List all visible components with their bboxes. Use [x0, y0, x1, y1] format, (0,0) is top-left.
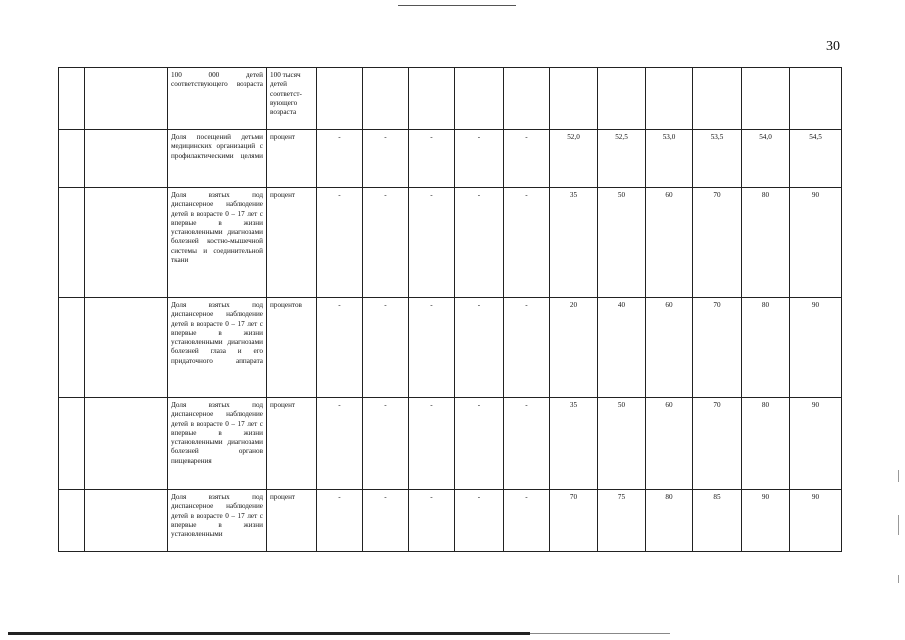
value-cell — [693, 68, 742, 130]
value-cell: - — [455, 130, 504, 188]
value-cell: 90 — [790, 298, 842, 398]
value-cell — [790, 68, 842, 130]
value-cell: 80 — [742, 298, 790, 398]
value-cell: - — [504, 130, 550, 188]
table-row — [59, 188, 842, 298]
value-cell: - — [363, 398, 409, 490]
value-cell — [504, 68, 550, 130]
scan-edge-mark — [898, 470, 899, 482]
value-cell: 50 — [598, 398, 646, 490]
empty-cell — [85, 398, 168, 490]
value-cell: 80 — [646, 490, 693, 552]
table-row — [59, 490, 842, 552]
value-cell: 75 — [598, 490, 646, 552]
indicator-cell: Доля взятых под диспансерное наблюдение детей в возрасте 0 – 17 лет с впервые в жизни установленными — [168, 490, 267, 552]
value-cell: 53,5 — [693, 130, 742, 188]
table-body — [59, 68, 842, 552]
value-cell: - — [455, 188, 504, 298]
value-cell: 90 — [742, 490, 790, 552]
indicator-cell: Доля взятых под диспансерное наблюдение детей в возрасте 0 – 17 лет с впервые в жизни установленными диагнозами болезней костно-мышечной системы и соединительной ткани — [168, 188, 267, 298]
value-cell — [550, 68, 598, 130]
table-row — [59, 398, 842, 490]
value-cell: - — [504, 490, 550, 552]
value-cell: 53,0 — [646, 130, 693, 188]
indicator-table — [58, 67, 842, 552]
empty-cell — [59, 68, 85, 130]
empty-cell — [59, 298, 85, 398]
unit-cell: процент — [267, 398, 317, 490]
value-cell: - — [363, 188, 409, 298]
value-cell: 70 — [693, 188, 742, 298]
value-cell: 35 — [550, 188, 598, 298]
value-cell: 52,0 — [550, 130, 598, 188]
value-cell: 60 — [646, 298, 693, 398]
value-cell: 54,5 — [790, 130, 842, 188]
table-row — [59, 68, 842, 130]
value-cell: - — [317, 188, 363, 298]
value-cell: 85 — [693, 490, 742, 552]
indicator-cell: Доля посещений детьми медицинских организаций с профилактическими целями — [168, 130, 267, 188]
value-cell: - — [504, 188, 550, 298]
value-cell: 90 — [790, 188, 842, 298]
value-cell: - — [363, 490, 409, 552]
unit-cell: процент — [267, 130, 317, 188]
value-cell — [646, 68, 693, 130]
value-cell: 50 — [598, 188, 646, 298]
page-number: 30 — [826, 39, 840, 54]
scan-edge-mark — [898, 575, 899, 583]
indicator-cell: 100 000 детей соответствующего возраста — [168, 68, 267, 130]
value-cell: 54,0 — [742, 130, 790, 188]
unit-cell: процент — [267, 490, 317, 552]
value-cell: - — [317, 130, 363, 188]
value-cell: - — [409, 130, 455, 188]
value-cell: - — [455, 490, 504, 552]
value-cell: - — [455, 298, 504, 398]
value-cell — [363, 68, 409, 130]
value-cell: - — [317, 398, 363, 490]
value-cell — [455, 68, 504, 130]
empty-cell — [85, 130, 168, 188]
scan-top-line — [398, 5, 516, 6]
value-cell: 90 — [790, 398, 842, 490]
value-cell: - — [409, 298, 455, 398]
value-cell: - — [504, 298, 550, 398]
value-cell: 60 — [646, 398, 693, 490]
value-cell: 80 — [742, 398, 790, 490]
empty-cell — [59, 130, 85, 188]
indicator-cell: Доля взятых под диспансерное наблюдение детей в возрасте 0 – 17 лет с впервые в жизни установленными диагнозами болезней органов пищеварения — [168, 398, 267, 490]
value-cell: - — [409, 490, 455, 552]
value-cell: - — [455, 398, 504, 490]
value-cell: - — [409, 398, 455, 490]
value-cell: - — [409, 188, 455, 298]
table-row — [59, 298, 842, 398]
table-row — [59, 130, 842, 188]
unit-cell: процентов — [267, 298, 317, 398]
value-cell — [317, 68, 363, 130]
empty-cell — [59, 490, 85, 552]
value-cell: 70 — [550, 490, 598, 552]
scan-bottom-line-thin — [530, 633, 670, 634]
indicator-cell: Доля взятых под диспансерное наблюдение детей в возрасте 0 – 17 лет с впервые в жизни установленными диагнозами болезней глаза и его придаточного аппарата — [168, 298, 267, 398]
value-cell: 40 — [598, 298, 646, 398]
value-cell: 70 — [693, 298, 742, 398]
value-cell: - — [317, 490, 363, 552]
value-cell: - — [363, 298, 409, 398]
value-cell: 90 — [790, 490, 842, 552]
value-cell — [598, 68, 646, 130]
value-cell: 20 — [550, 298, 598, 398]
empty-cell — [85, 68, 168, 130]
unit-cell: процент — [267, 188, 317, 298]
scan-edge-mark — [898, 515, 899, 535]
empty-cell — [85, 490, 168, 552]
unit-cell: 100 тысяч детей соответст-вующего возраста — [267, 68, 317, 130]
empty-cell — [85, 298, 168, 398]
empty-cell — [59, 188, 85, 298]
value-cell — [742, 68, 790, 130]
scan-bottom-line — [8, 632, 530, 635]
empty-cell — [59, 398, 85, 490]
value-cell: - — [317, 298, 363, 398]
value-cell: - — [363, 130, 409, 188]
value-cell — [409, 68, 455, 130]
value-cell: - — [504, 398, 550, 490]
value-cell: 60 — [646, 188, 693, 298]
value-cell: 80 — [742, 188, 790, 298]
value-cell: 52,5 — [598, 130, 646, 188]
value-cell: 70 — [693, 398, 742, 490]
empty-cell — [85, 188, 168, 298]
value-cell: 35 — [550, 398, 598, 490]
